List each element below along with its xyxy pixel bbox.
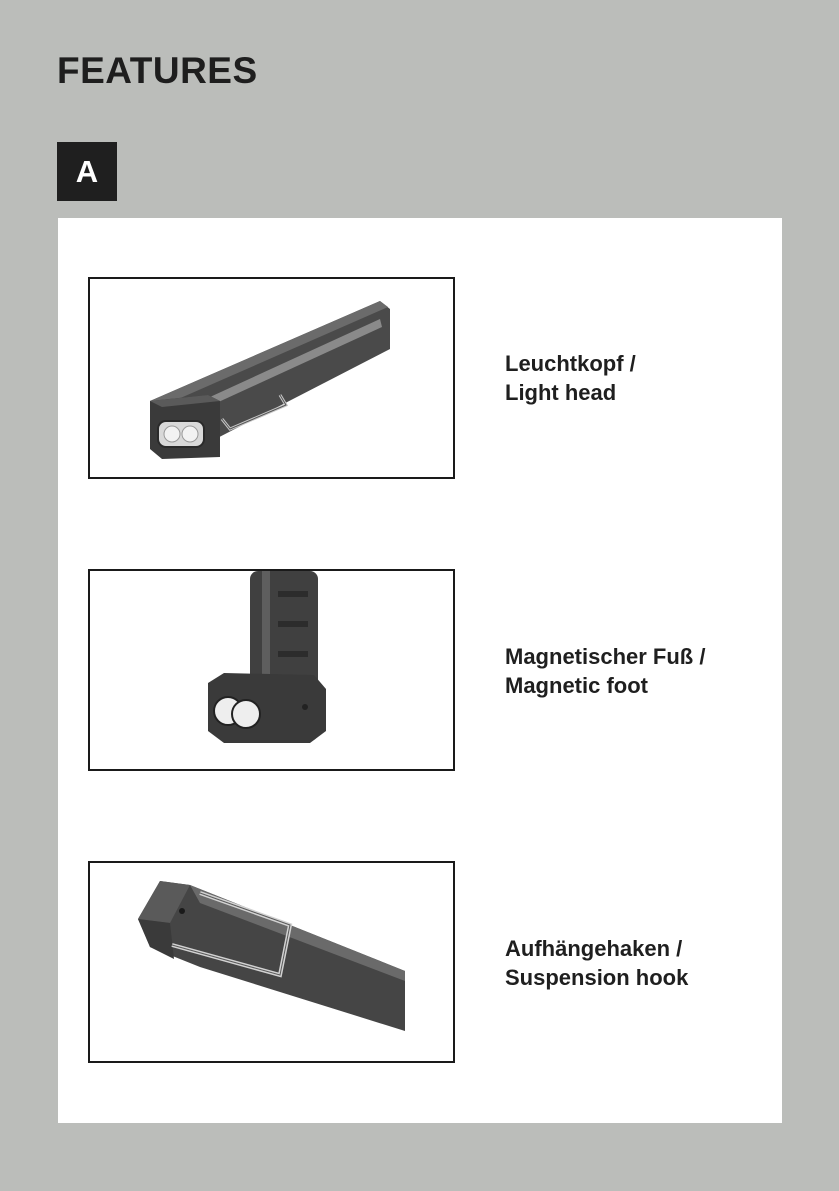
feature-name-de: Magnetischer Fuß / <box>505 644 706 669</box>
feature-name-de: Leuchtkopf / <box>505 351 636 376</box>
feature-label-light-head <box>505 349 636 407</box>
page-title: FEATURES <box>57 50 258 91</box>
magnetic-foot-image <box>88 569 455 771</box>
suspension-hook-illustration <box>90 863 453 1061</box>
feature-label-suspension-hook <box>505 934 688 992</box>
feature-name-en: Light head <box>505 380 617 405</box>
feature-name-en: Suspension hook <box>505 965 689 990</box>
light-head-illustration <box>90 279 453 477</box>
feature-label-magnetic-foot <box>505 642 705 700</box>
magnetic-foot-illustration <box>90 571 453 769</box>
suspension-hook-image <box>88 861 455 1063</box>
section-badge: A <box>57 142 117 201</box>
feature-name-en: Magnetic foot <box>505 673 648 698</box>
features-panel <box>58 218 782 1123</box>
feature-name-de: Aufhängehaken / <box>505 936 683 961</box>
light-head-image <box>88 277 455 479</box>
